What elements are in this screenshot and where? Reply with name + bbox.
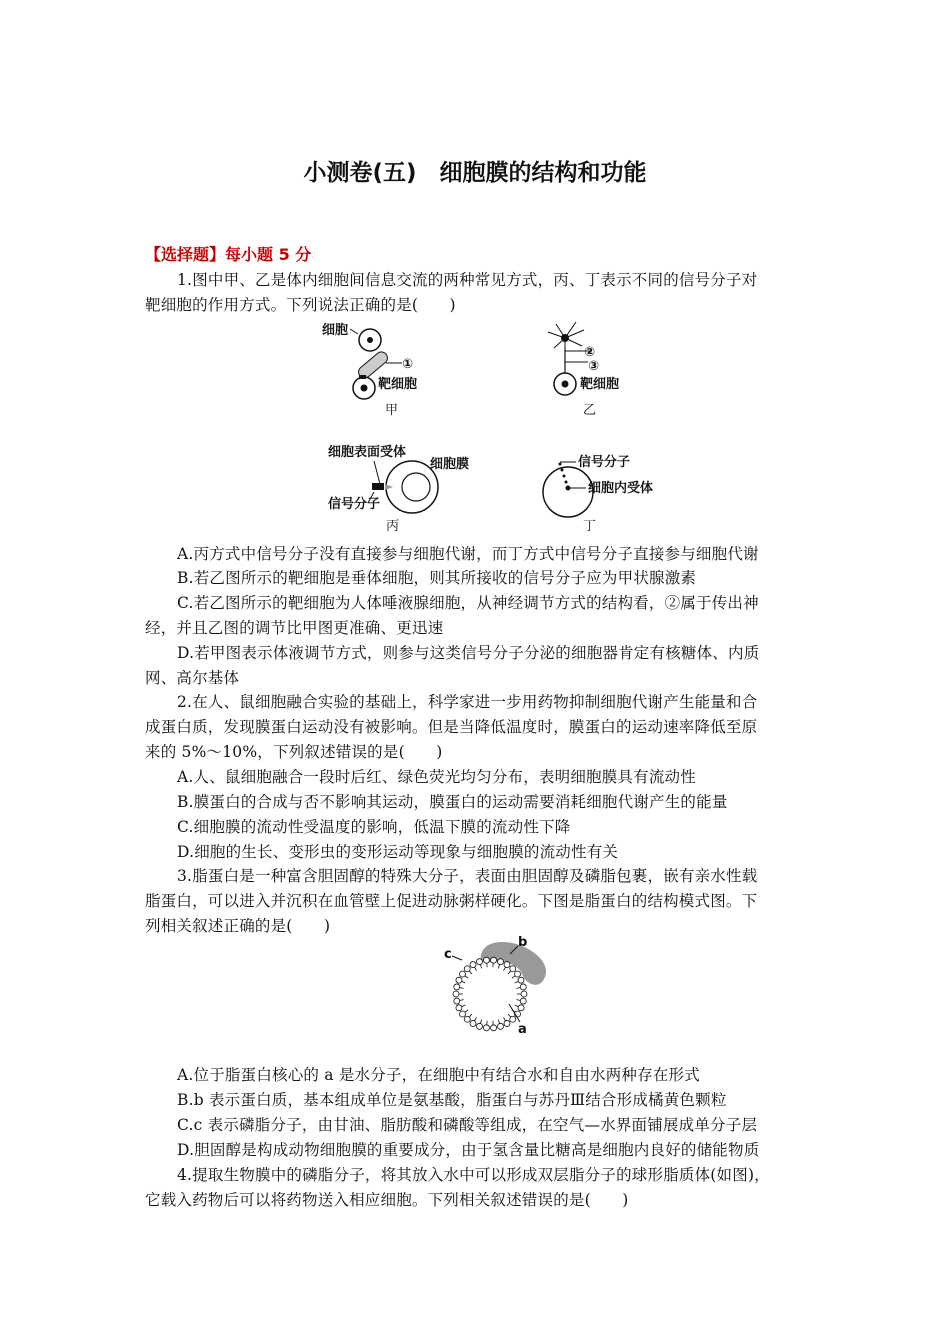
jia-caption: 甲: [385, 403, 399, 418]
section-heading: [145, 242, 311, 265]
label-b: b: [518, 935, 528, 950]
jia-mark-1: ①: [402, 357, 414, 372]
ding-signal-label: 信号分子: [578, 455, 631, 470]
yi-caption: 乙: [583, 403, 597, 418]
q1-figure-ding: [538, 448, 688, 536]
q2-option-b: B.膜蛋白的合成与否不影响其运动，膜蛋白的运动需要消耗细胞代谢产生的能量: [177, 793, 728, 811]
q2-stem-line-3: 来的 5%～10%，下列叙述错误的是( ): [145, 743, 443, 761]
q3-option-b: B.b 表示蛋白质，基本组成单位是氨基酸，脂蛋白与苏丹Ⅲ结合形成橘黄色颗粒: [177, 1091, 727, 1109]
q1-option-a: A.丙方式中信号分子没有直接参与细胞代谢，而丁方式中信号分子直接参与细胞代谢: [177, 545, 759, 563]
q1-stem-line-2: 靶细胞的作用方式。下列说法正确的是( ): [145, 296, 456, 314]
ding-caption: 丁: [583, 519, 597, 534]
q1-option-b: B.若乙图所示的靶细胞是垂体细胞，则其所接收的信号分子应为甲状腺激素: [177, 569, 697, 587]
q2-stem-line-1: 2.在人、鼠细胞融合实验的基础上，科学家进一步用药物抑制细胞代谢产生能量和合: [177, 693, 758, 711]
q1-stem-line-1: 1.图中甲、乙是体内细胞间信息交流的两种常见方式，丙、丁表示不同的信号分子对: [177, 271, 758, 289]
q3-option-d: D.胆固醇是构成动物细胞膜的重要成分，由于氢含量比糖高是细胞内良好的储能物质: [177, 1141, 760, 1159]
q3-lipoprotein-figure: [438, 934, 553, 1034]
q4-stem-line-1: 4.提取生物膜中的磷脂分子，将其放入水中可以形成双层脂分子的球形脂质体(如图)，: [177, 1166, 770, 1184]
bing-receptor-label: 细胞表面受体: [328, 445, 407, 460]
q2-option-d: D.细胞的生长、变形虫的变形运动等现象与细胞膜的流动性有关: [177, 843, 619, 861]
q3-option-c: C.c 表示磷脂分子，由甘油、脂肪酸和磷酸等组成，在空气—水界面铺展成单分子层: [177, 1116, 758, 1134]
label-c: c: [444, 947, 452, 962]
q3-stem-line-1: 3.脂蛋白是一种富含胆固醇的特殊大分子，表面由胆固醇及磷脂包裹，嵌有亲水性载: [177, 867, 758, 885]
q1-option-d-line-1: D.若甲图表示体液调节方式，则参与这类信号分子分泌的细胞器肯定有核糖体、内质: [177, 644, 760, 662]
bing-signal-label: 信号分子: [328, 497, 381, 512]
label-a: a: [518, 1022, 527, 1034]
q1-figure-yi: [540, 318, 670, 420]
jia-target-label: 靶细胞: [378, 377, 418, 392]
q1-option-c-line-2: 经，并且乙图的调节比甲图更准确、更迅速: [145, 619, 444, 637]
q1-option-c-line-1: C.若乙图所示的靶细胞为人体唾液腺细胞，从神经调节方式的结构看，②属于传出神: [177, 594, 759, 612]
page-title: 小测卷(五) 细胞膜的结构和功能: [303, 160, 647, 186]
q3-option-a: A.位于脂蛋白核心的 a 是水分子，在细胞中有结合水和自由水两种存在形式: [177, 1066, 700, 1084]
phospholipid-ring: [453, 957, 527, 1031]
q2-stem-line-2: 成蛋白质，发现膜蛋白运动没有被影响。但是当降低温度时，膜蛋白的运动速率降低至原: [145, 718, 758, 736]
q1-figure-bing: [322, 440, 482, 536]
jia-cell-label: 细胞: [322, 323, 349, 338]
ding-receptor-label: 细胞内受体: [588, 481, 654, 496]
yi-target-label: 靶细胞: [580, 377, 620, 392]
yi-mark-3: ③: [588, 359, 600, 374]
section-bracket: 【选择题】: [145, 245, 226, 264]
q2-option-c: C.细胞膜的流动性受温度的影响，低温下膜的流动性下降: [177, 818, 571, 836]
q2-option-a: A.人、鼠细胞融合一段时后红、绿色荧光均匀分布，表明细胞膜具有流动性: [177, 768, 696, 786]
q3-stem-line-3: 列相关叙述正确的是( ): [145, 917, 331, 935]
q3-stem-line-2: 脂蛋白，可以进入并沉积在血管壁上促进动脉粥样硬化。下图是脂蛋白的结构模式图。下: [145, 892, 758, 910]
bing-membrane-label: 细胞膜: [430, 457, 470, 472]
q1-figure-jia: [320, 318, 440, 420]
bing-caption: 丙: [386, 519, 400, 534]
q4-stem-line-2: 它载入药物后可以将药物送入相应细胞。下列相关叙述错误的是( ): [145, 1191, 629, 1209]
yi-mark-2: ②: [584, 345, 596, 360]
q1-option-d-line-2: 网、高尔基体: [145, 669, 240, 687]
section-note: 每小题 5 分: [225, 245, 312, 264]
